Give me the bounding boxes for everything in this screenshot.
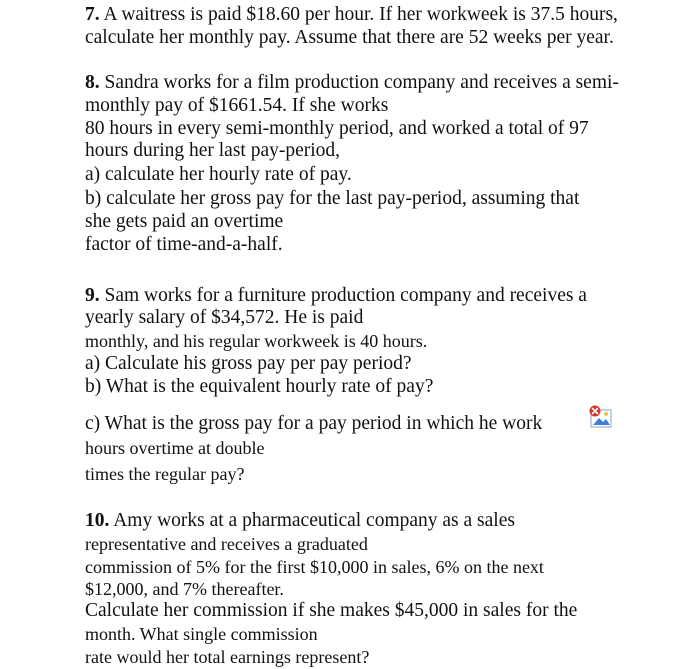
q9-line-7: hours overtime at double [85,438,265,458]
q9-line-8: times the regular pay? [85,464,245,484]
q9-line-5: b) What is the equivalent hourly rate of pay? [85,376,434,397]
q7-line-2: calculate her monthly pay. Assume that there are 52 weeks per year. [85,27,614,48]
q10-line-1: 10. Amy works at a pharmaceutical company as a sales [85,510,515,531]
q9-line-4: a) Calculate his gross pay per pay period? [85,353,412,374]
q10-line-5: Calculate her commission if she makes $45,000 in sales for the [85,600,578,621]
q7-number: 7. [85,4,100,25]
q10-number: 10. [85,510,110,531]
q8-line-6: b) calculate her gross pay for the last pay-period, assuming that [85,188,580,209]
q8-line-4: hours during her last pay-period, [85,140,341,161]
q8-line-7: she gets paid an overtime [85,211,284,232]
q10-line-4: $12,000, and 7% thereafter. [85,579,284,599]
q10-line-6: month. What single commission [85,624,318,644]
q7-line-1: 7. A waitress is paid $18.60 per hour. If her workweek is 37.5 hours, [85,4,618,25]
q8-line-3: 80 hours in every semi-monthly period, and worked a total of 97 [85,118,589,139]
q10-line-7: rate would her total earnings represent? [85,647,370,667]
q8-line-8: factor of time-and-a-half. [85,234,283,255]
q8-line-2: monthly pay of $1661.54. If she works [85,95,389,116]
broken-image-svg [587,404,613,430]
broken-image-icon [587,404,613,430]
q9-line-3: monthly, and his regular workweek is 40 hours. [85,331,428,351]
q8-number: 8. [85,72,100,93]
q9-line-2: yearly salary of $34,572. He is paid [85,307,364,328]
q10-line-2: representative and receives a graduated [85,534,368,554]
q9-line-1: 9. Sam works for a furniture production company and receives a [85,285,587,306]
q10-line-3: commission of 5% for the first $10,000 in sales, 6% on the next [85,557,544,577]
q9-number: 9. [85,285,100,306]
q8-line-1: 8. Sandra works for a film production company and receives a semi- [85,72,619,93]
q9-line-6: c) What is the gross pay for a pay period in which he work [85,413,543,434]
q8-line-5: a) calculate her hourly rate of pay. [85,164,352,185]
